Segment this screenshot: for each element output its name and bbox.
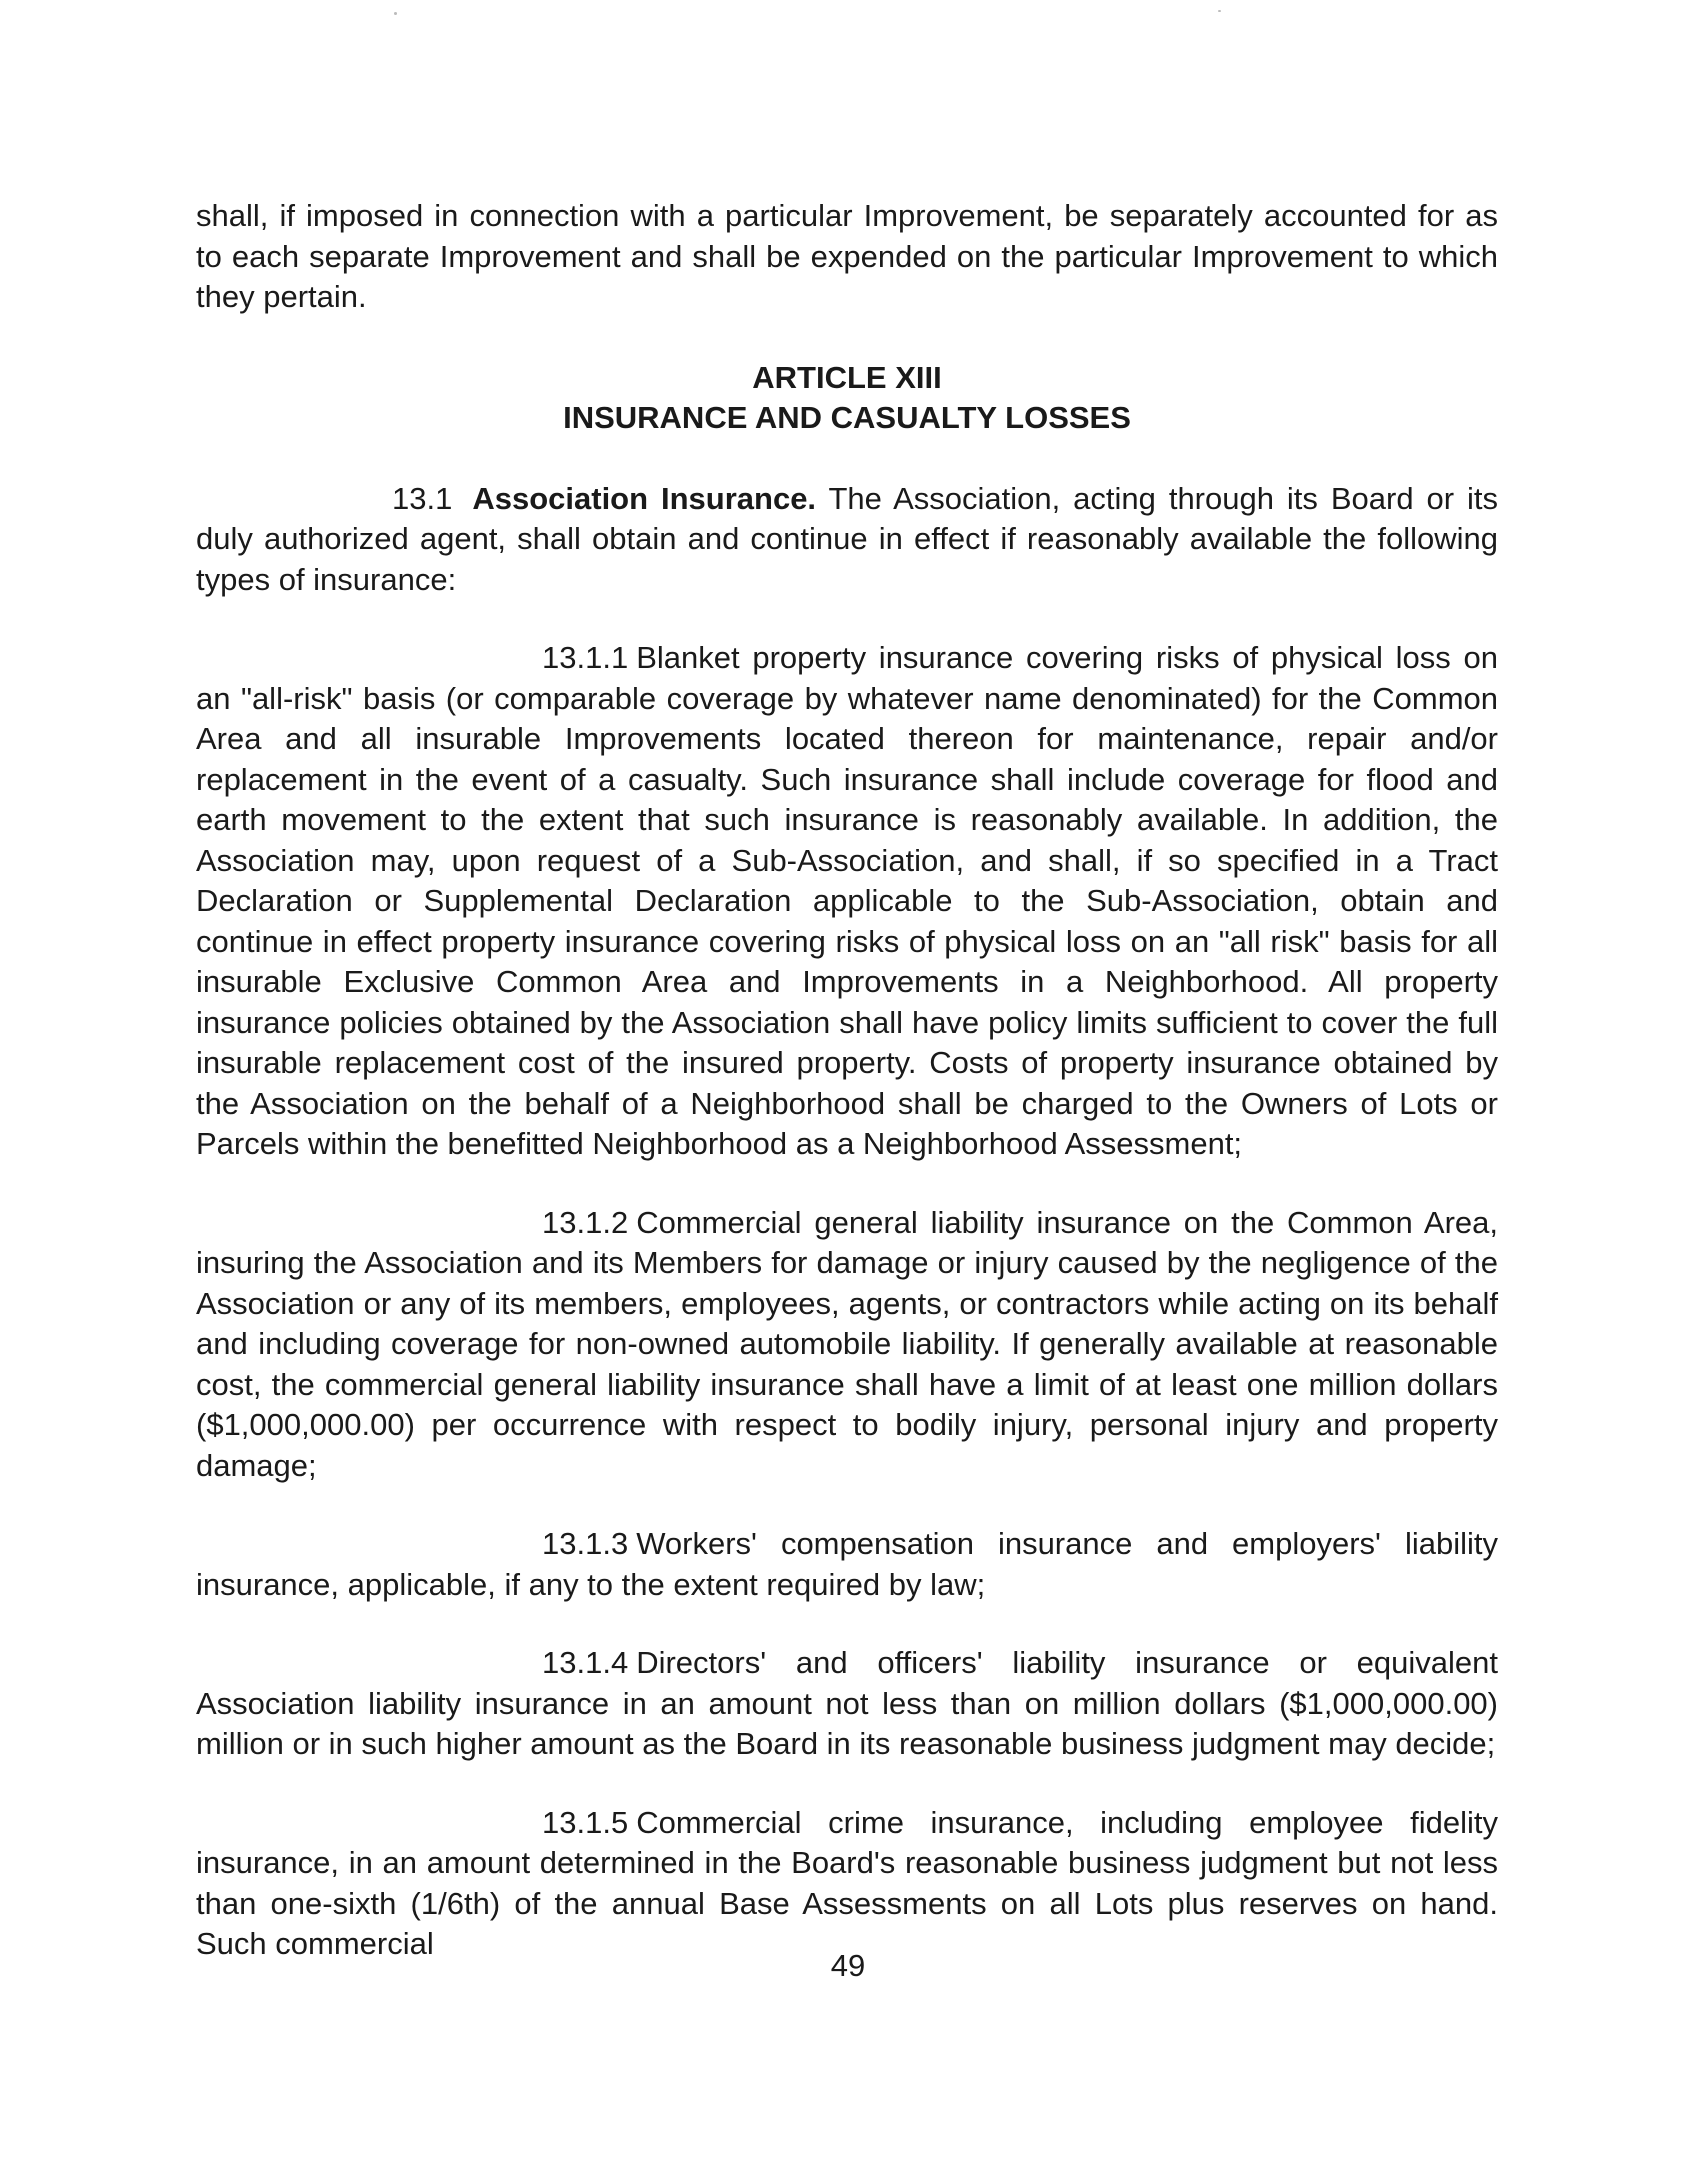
subsection-13-1-4 bbox=[196, 1643, 1498, 1765]
subsection-number: 13.1.2 bbox=[542, 1204, 629, 1240]
article-title: INSURANCE AND CASUALTY LOSSES bbox=[563, 400, 1131, 435]
article-number: ARTICLE XIII bbox=[752, 359, 942, 395]
subsection-13-1-5 bbox=[196, 1803, 1498, 1965]
subsection-number: 13.1.5 bbox=[542, 1804, 629, 1840]
section-13-1 bbox=[196, 479, 1498, 601]
section-text: The Association, acting through its Board or its duly authorized agent, shall obtain and continue in effect if reasonably available the following types of insurance: bbox=[196, 480, 1498, 597]
subsection-text: Workers' compensation insurance and employers' liability insurance, applicable, if any to the extent required by law; bbox=[196, 1526, 1498, 1602]
subsection-13-1-1 bbox=[196, 638, 1498, 1165]
subsection-text: Commercial crime insurance, including employee fidelity insurance, in an amount determined in the Board's reasonable business judgment but not less than one-sixth (1/6th) of the annual Base Assessments on all Lots plus reserves on hand. Such commercial bbox=[196, 1804, 1498, 1961]
scan-speck bbox=[1218, 10, 1221, 12]
article-heading bbox=[196, 358, 1498, 439]
section-heading: Association Insurance. bbox=[472, 480, 817, 516]
section-number: 13.1 bbox=[392, 480, 453, 516]
subsection-number: 13.1.1 bbox=[542, 640, 629, 675]
subsection-text: Commercial general liability insurance on the Common Area, insuring the Association and its Members for damage or injury caused by the negligence of the Association or any of its members, employees, agents, or contractors while acting on its behalf and including coverage for non-owned automobile liability. If generally available at reasonable cost, the commercial general liability insurance shall have a limit of at least one million dollars ($1,000,000.00) per occurrence with respect to bodily injury, personal injury and property damage; bbox=[196, 1204, 1498, 1483]
subsection-text: Directors' and officers' liability insurance or equivalent Association liability insurance in an amount not less than on million dollars ($1,000,000.00) million or in such higher amount as the Board in its reasonable business judgment may decide; bbox=[196, 1645, 1498, 1761]
subsection-13-1-3 bbox=[196, 1524, 1498, 1605]
subsection-text: Blanket property insurance covering risks of physical loss on an "all-risk" basis (or comparable coverage by whatever name denominated) for the Common Area and all insurable Improvements located thereon for maintenance, repair and/or replacement in the event of a casualty. Such insurance shall include coverage for flood and earth movement to the extent that such insurance is reasonably available. In addition, the Association may, upon request of a Sub-Association, and shall, if so specified in a Tract Declaration or Supplemental Declaration applicable to the Sub-Association, obtain and continue in effect property insurance covering risks of physical loss on an "all risk" basis for all insurable Exclusive Common Area and Improvements in a Neighborhood. All property insurance policies obtained by the Association shall have policy limits sufficient to cover the full insurable replacement cost of the insured property. Costs of property insurance obtained by the Association on the behalf of a Neighborhood shall be charged to the Owners of Lots or Parcels within the benefitted Neighborhood as a Neighborhood Assessment; bbox=[196, 640, 1498, 1161]
scan-speck bbox=[394, 12, 397, 15]
page-number: 49 bbox=[830, 1948, 866, 1983]
continuation-paragraph: shall, if imposed in connection with a particular Improvement, be separately accounted for as to each separate Improvement and shall be expended on the particular Improvement to which they pertain. bbox=[196, 198, 1498, 314]
subsection-13-1-2 bbox=[196, 1203, 1498, 1487]
subsection-number: 13.1.3 bbox=[542, 1526, 629, 1561]
subsection-number: 13.1.4 bbox=[542, 1645, 629, 1680]
page-body bbox=[196, 196, 1498, 1965]
